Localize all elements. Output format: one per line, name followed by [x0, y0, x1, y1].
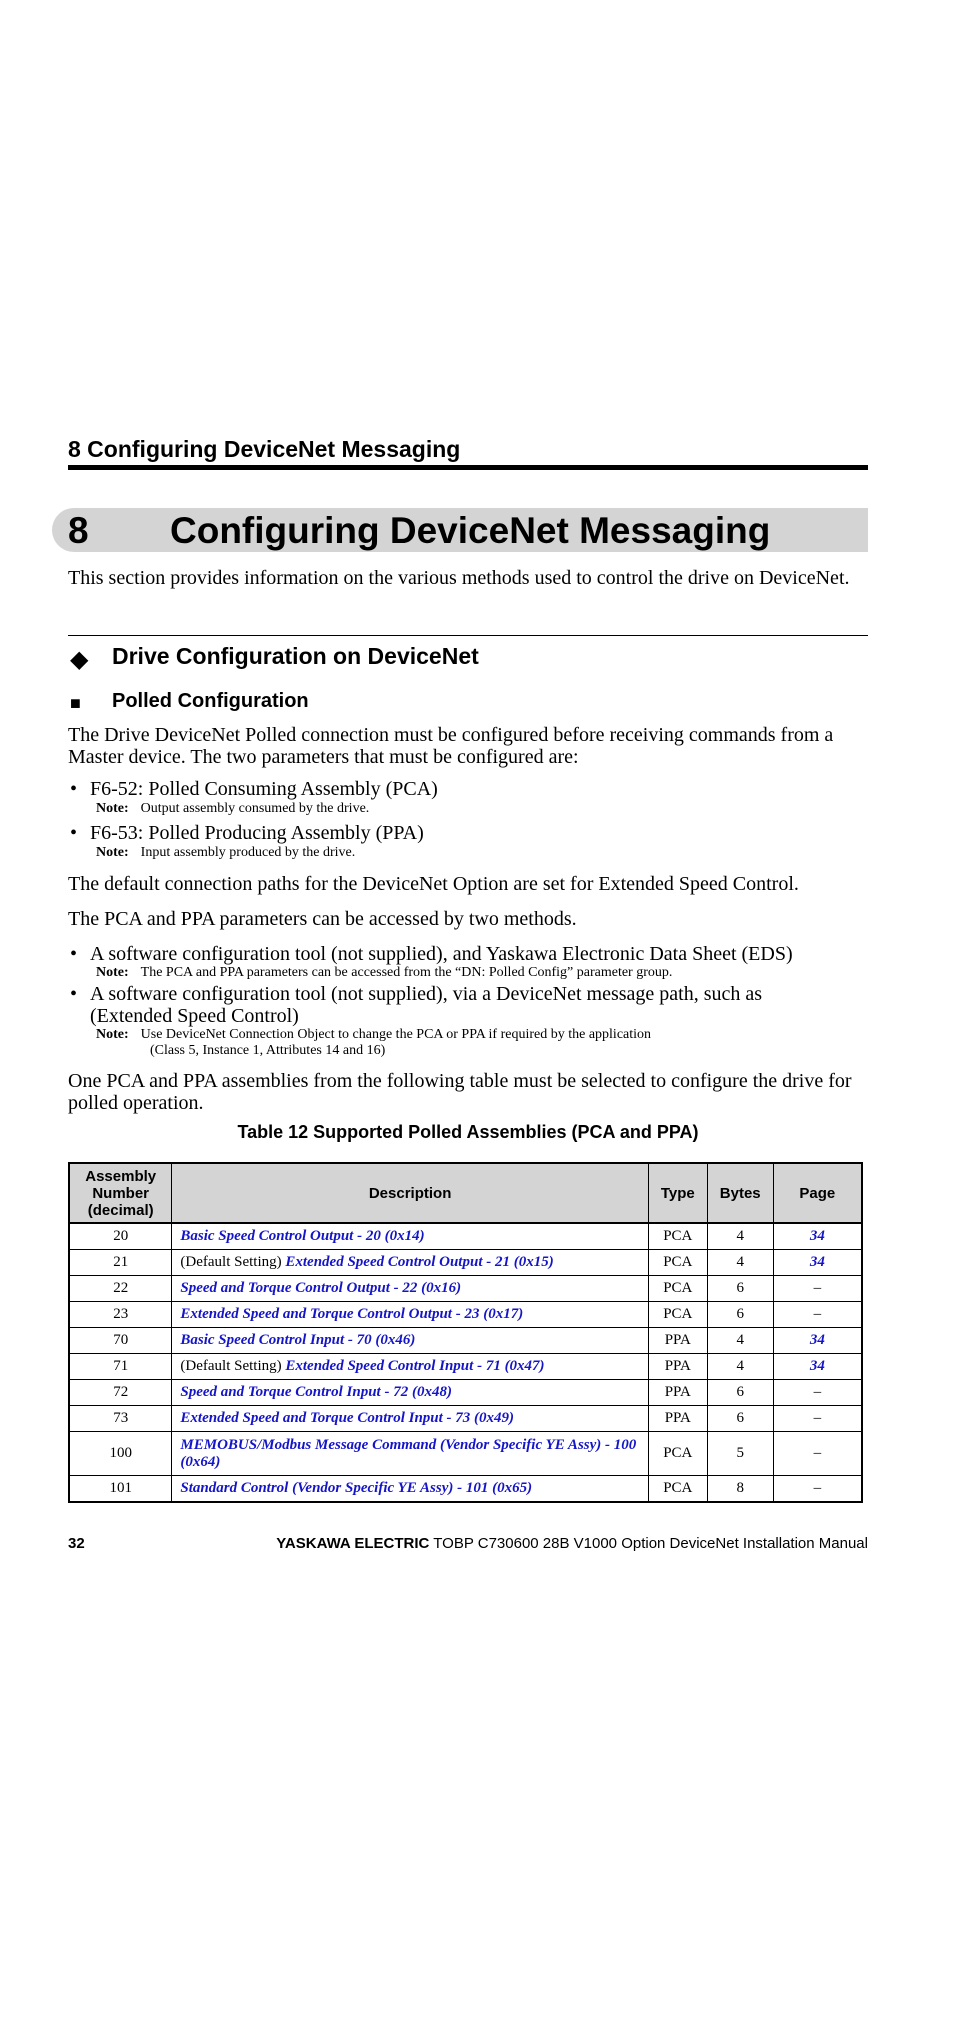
- desc-link[interactable]: Extended Speed Control Input - 71 (0x47): [285, 1358, 545, 1374]
- table-row: [69, 1354, 862, 1380]
- cell-page: [773, 1223, 862, 1250]
- page-link[interactable]: 34: [809, 1358, 825, 1374]
- cell-page: –: [773, 1380, 862, 1406]
- note-label: Note:: [96, 845, 129, 860]
- cell-page: [773, 1328, 862, 1354]
- method-line-1: A software configuration tool (not supplied), via a DeviceNet message path, such as: [90, 983, 763, 1005]
- chapter-title: Configuring DeviceNet Messaging: [170, 510, 771, 551]
- square-icon: ■: [70, 693, 81, 713]
- table-row: [69, 1328, 862, 1354]
- note-text: The PCA and PPA parameters can be accessed from the “DN: Polled Config” parameter group.: [140, 965, 673, 980]
- note-label: Note:: [96, 1027, 129, 1042]
- cell-bytes: 6: [707, 1302, 773, 1328]
- table-row: [69, 1476, 862, 1503]
- cell-page: [773, 1354, 862, 1380]
- desc-link[interactable]: MEMOBUS/Modbus Message Command (Vendor Specific YE Assy) - 100 (0x64): [180, 1436, 637, 1470]
- cell-type: PPA: [648, 1328, 707, 1354]
- cell-num: 22: [69, 1276, 172, 1302]
- cell-bytes: 6: [707, 1276, 773, 1302]
- cell-page: –: [773, 1406, 862, 1432]
- col-bytes: Bytes: [707, 1163, 773, 1223]
- selection-paragraph: One PCA and PPA assemblies from the following table must be selected to configure the drive for polled operation.: [68, 1070, 852, 1114]
- col-assembly-l3: (decimal): [87, 1201, 154, 1219]
- desc-link[interactable]: Extended Speed and Torque Control Output - 23 (0x17): [180, 1306, 524, 1322]
- cell-type: PCA: [648, 1250, 707, 1276]
- table-row: [69, 1380, 862, 1406]
- method-line-2: (Extended Speed Control): [90, 1005, 299, 1027]
- methods-paragraph: The PCA and PPA parameters can be accessed by two methods.: [68, 908, 577, 930]
- cell-type: PCA: [648, 1476, 707, 1503]
- table-row: [69, 1406, 862, 1432]
- cell-desc: [172, 1276, 648, 1302]
- chapter-number: 8: [68, 510, 89, 551]
- page-link[interactable]: 34: [809, 1228, 825, 1244]
- footer-brand: YASKAWA ELECTRIC: [276, 1535, 430, 1552]
- cell-page: –: [773, 1432, 862, 1476]
- cell-type: PCA: [648, 1223, 707, 1250]
- cell-num: 21: [69, 1250, 172, 1276]
- cell-type: PCA: [648, 1276, 707, 1302]
- page-link[interactable]: 34: [809, 1332, 825, 1348]
- cell-bytes: 6: [707, 1406, 773, 1432]
- bullet-icon: •: [70, 943, 78, 965]
- page-link[interactable]: 34: [809, 1254, 825, 1270]
- intro-paragraph: This section provides information on the various methods used to control the drive on DeviceNet.: [68, 567, 850, 589]
- desc-link[interactable]: Extended Speed and Torque Control Input - 73 (0x49): [180, 1410, 515, 1426]
- bullet-icon: •: [70, 983, 78, 1005]
- desc-link[interactable]: Speed and Torque Control Input - 72 (0x48): [180, 1384, 452, 1400]
- table-caption: Table 12 Supported Polled Assemblies (PCA and PPA): [237, 1122, 699, 1142]
- desc-link[interactable]: Basic Speed Control Input - 70 (0x46): [180, 1332, 416, 1348]
- cell-bytes: 8: [707, 1476, 773, 1503]
- cell-desc: [172, 1432, 648, 1476]
- col-assembly-l2: Number: [92, 1184, 150, 1202]
- table-row: [69, 1302, 862, 1328]
- col-description: Description: [172, 1163, 648, 1223]
- cell-bytes: 6: [707, 1380, 773, 1406]
- method-message-path: [90, 983, 870, 1027]
- cell-num: 20: [69, 1223, 172, 1250]
- cell-desc: [172, 1223, 648, 1250]
- cell-num: 73: [69, 1406, 172, 1432]
- table-row: [69, 1276, 862, 1302]
- cell-desc: [172, 1354, 648, 1380]
- default-paths-paragraph: The default connection paths for the DeviceNet Option are set for Extended Speed Control.: [68, 873, 799, 895]
- note-label: Note:: [96, 965, 129, 980]
- param-f6-52: F6-52: Polled Consuming Assembly (PCA): [90, 778, 438, 800]
- desc-link[interactable]: Extended Speed Control Output - 21 (0x15): [285, 1254, 554, 1270]
- desc-link[interactable]: Basic Speed Control Output - 20 (0x14): [180, 1228, 425, 1244]
- cell-page: –: [773, 1302, 862, 1328]
- cell-type: PPA: [648, 1380, 707, 1406]
- cell-desc: [172, 1302, 648, 1328]
- note-label: Note:: [96, 801, 129, 816]
- note: [96, 1027, 651, 1059]
- cell-page: [773, 1250, 862, 1276]
- cell-num: 100: [69, 1432, 172, 1476]
- footer-manual-name: TOBP C730600 28B V1000 Option DeviceNet Installation Manual: [429, 1535, 868, 1552]
- table-header-row: [69, 1163, 862, 1223]
- method-eds: A software configuration tool (not supplied), and Yaskawa Electronic Data Sheet (EDS): [90, 943, 793, 965]
- desc-link[interactable]: Speed and Torque Control Output - 22 (0x16): [180, 1280, 462, 1296]
- cell-desc: [172, 1328, 648, 1354]
- cell-type: PCA: [648, 1302, 707, 1328]
- section-title: Drive Configuration on DeviceNet: [112, 643, 479, 669]
- cell-type: PCA: [648, 1432, 707, 1476]
- param-f6-53: F6-53: Polled Producing Assembly (PPA): [90, 822, 424, 844]
- cell-type: PPA: [648, 1406, 707, 1432]
- note: [96, 845, 355, 861]
- cell-desc: [172, 1476, 648, 1503]
- bullet-icon: •: [70, 778, 78, 800]
- note-text: Input assembly produced by the drive.: [140, 845, 356, 860]
- col-assembly-l1: Assembly: [85, 1167, 157, 1185]
- running-header: 8 Configuring DeviceNet Messaging: [68, 436, 461, 462]
- cell-bytes: 4: [707, 1328, 773, 1354]
- note-text: Use DeviceNet Connection Object to change the PCA or PPA if required by the application: [140, 1027, 652, 1042]
- cell-num: 72: [69, 1380, 172, 1406]
- desc-link[interactable]: Standard Control (Vendor Specific YE Assy) - 101 (0x65): [180, 1480, 533, 1496]
- subsection-title: Polled Configuration: [112, 690, 309, 712]
- header-rule: [68, 465, 868, 470]
- note-text: Output assembly consumed by the drive.: [140, 801, 370, 816]
- footer-manual-title: [276, 1535, 868, 1552]
- section-rule: [68, 635, 868, 636]
- cell-num: 71: [69, 1354, 172, 1380]
- bullet-icon: •: [70, 822, 78, 844]
- cell-desc: [172, 1380, 648, 1406]
- diamond-icon: ◆: [70, 646, 89, 673]
- cell-bytes: 4: [707, 1250, 773, 1276]
- table-row: [69, 1432, 862, 1476]
- cell-desc: [172, 1406, 648, 1432]
- col-page: Page: [773, 1163, 862, 1223]
- footer-page-number: 32: [68, 1535, 85, 1552]
- cell-bytes: 4: [707, 1354, 773, 1380]
- cell-type: PPA: [648, 1354, 707, 1380]
- note: [96, 965, 672, 981]
- cell-num: 70: [69, 1328, 172, 1354]
- desc-prefix: (Default Setting): [180, 1254, 286, 1270]
- desc-prefix: (Default Setting): [180, 1358, 286, 1374]
- table-row: [69, 1250, 862, 1276]
- note-text-cont: (Class 5, Instance 1, Attributes 14 and 16): [150, 1043, 386, 1058]
- table-row: [69, 1223, 862, 1250]
- cell-page: –: [773, 1276, 862, 1302]
- cell-bytes: 5: [707, 1432, 773, 1476]
- cell-bytes: 4: [707, 1223, 773, 1250]
- assemblies-table: [68, 1162, 863, 1503]
- note: [96, 801, 369, 817]
- cell-desc: [172, 1250, 648, 1276]
- col-assembly: [69, 1163, 172, 1223]
- cell-page: –: [773, 1476, 862, 1503]
- col-type: Type: [648, 1163, 707, 1223]
- cell-num: 101: [69, 1476, 172, 1503]
- cell-num: 23: [69, 1302, 172, 1328]
- polled-paragraph: The Drive DeviceNet Polled connection must be configured before receiving commands from a Master device. The two parameters that must be configured are:: [68, 724, 834, 768]
